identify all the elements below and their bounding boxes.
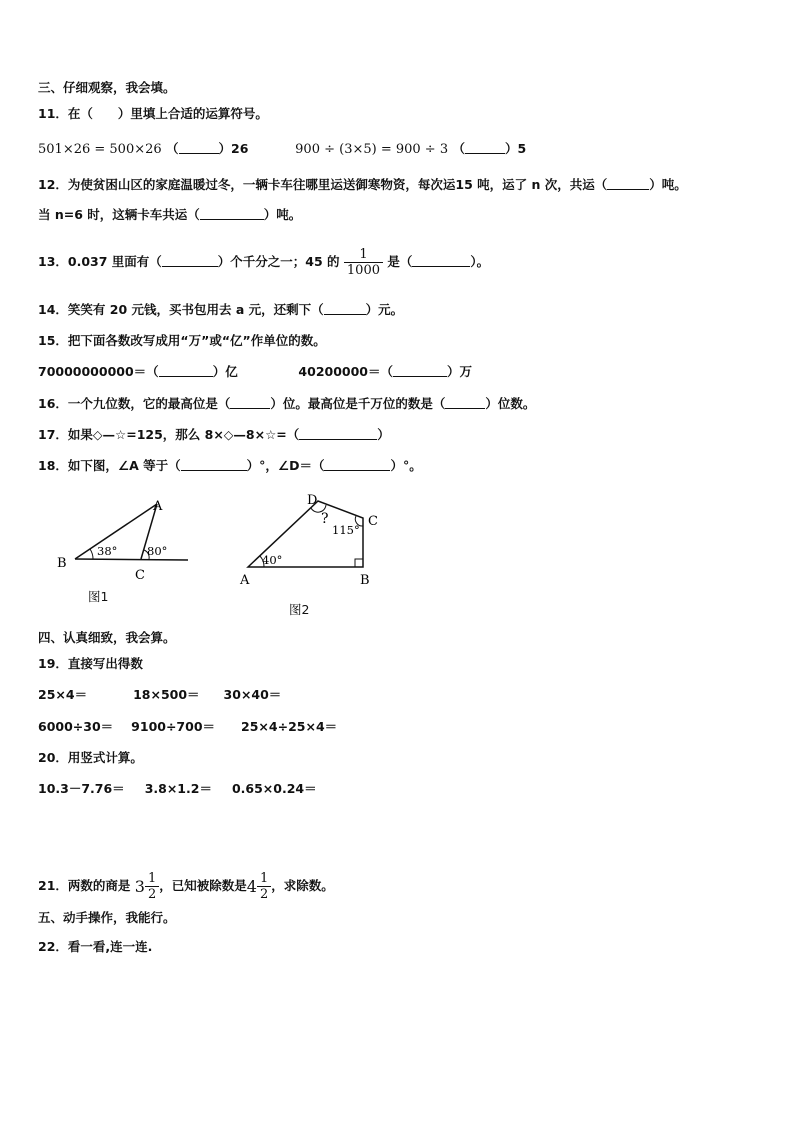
fig1-label-b: B: [57, 556, 67, 571]
fig2-right-angle-mark: [355, 559, 363, 567]
fig1-baseline: [75, 559, 188, 560]
fig1-angle-b: 38°: [97, 544, 118, 558]
fig1-angle-c: 80°: [147, 544, 168, 558]
q19-item: 18×500＝: [133, 687, 200, 702]
q15-label: 15．把下面各数改写成用“万”或“亿”作单位的数。: [38, 333, 326, 348]
q18-blank-2[interactable]: [324, 458, 390, 471]
q11-equations: 501×26 = 500×26 （ ）26 900 ÷ (3×5) = 900 ÷ 3 （ ）5: [38, 141, 527, 157]
q20-item: 10.3－7.76＝: [38, 781, 125, 796]
fig2-label-b: B: [360, 573, 370, 588]
q15-items: 70000000000＝（ ）亿 40200000＝（ ）万: [38, 364, 473, 379]
q13-blank-2[interactable]: [412, 254, 470, 267]
q19-item: 9100÷700＝: [131, 719, 216, 734]
q19-item: 25×4÷25×4＝: [241, 719, 338, 734]
q20-item: 0.65×0.24＝: [231, 781, 317, 796]
fig2-angle-c: 115°: [332, 523, 360, 537]
q19-row-2: [38, 719, 337, 735]
q13-line: 13．0.037 里面有（ ）个千分之一；45 的 $\frac{1}{1000}$ 是（ ）。: [38, 247, 490, 278]
fig1-label-a: A: [153, 499, 163, 514]
q11-label: 11．在（ ）里填上合适的运算符号。: [38, 106, 268, 121]
q20-row: [38, 781, 317, 797]
section-3-heading: 三、仔细观察，我会填。: [38, 80, 176, 95]
fig2-label-a: A: [240, 573, 250, 588]
q15-blank-2[interactable]: [393, 364, 447, 377]
q17-line: 17．如果◇—☆=125，那么 8×◇—8×☆=（ ）: [38, 427, 390, 442]
q20-label: 20．用竖式计算。: [38, 750, 143, 765]
q15-blank-1[interactable]: [159, 364, 213, 377]
section-4-heading: 四、认真细致，我会算。: [38, 630, 176, 645]
q20-item: 3.8×1.2＝: [144, 781, 212, 796]
q14-line: 14．笑笑有 20 元钱，买书包用去 a 元，还剩下（ ）元。: [38, 302, 404, 317]
q18-blank-1[interactable]: [181, 458, 247, 471]
fig1-angle-b-arc: [90, 549, 93, 559]
q17-blank[interactable]: [299, 427, 377, 440]
figure-2-quadrilateral: [238, 488, 388, 590]
q11-blank-2[interactable]: [465, 141, 505, 154]
figure-1-caption: 图1: [88, 589, 109, 604]
q11-eq2-tail: 5: [517, 141, 527, 156]
q11-blank-1[interactable]: [179, 141, 219, 154]
q11-eq1: 501×26 = 500×26: [38, 142, 162, 157]
q19-item: 30×40＝: [223, 687, 282, 702]
fig2-label-d: D: [307, 493, 318, 508]
q21-mixed-number-1: 3 $\frac{1}{2}$: [135, 866, 159, 907]
q11-eq1-tail: 26: [231, 141, 249, 156]
q14-blank[interactable]: [324, 302, 366, 315]
q13-fraction: $\frac{1}{1000}$: [344, 247, 383, 278]
q21-mixed-number-2: 4 $\frac{1}{2}$: [247, 866, 271, 907]
q22-label: 22．看一看,连一连.: [38, 939, 153, 954]
q12-line-2: 当 n=6 时，这辆卡车共运（ ）吨。: [38, 207, 302, 222]
q18-line: 18．如下图，∠A 等于（ ）°，∠D＝（ ）°。: [38, 458, 422, 473]
q12-blank-2[interactable]: [200, 207, 264, 220]
q19-item: 25×4＝: [38, 687, 88, 702]
figure-1-triangle: [55, 492, 195, 584]
fig2-angle-a: 40°: [262, 553, 283, 567]
q16-line: 16．一个九位数，它的最高位是（ ）位。最高位是千万位的数是（ ）位数。: [38, 396, 536, 411]
fig1-label-c: C: [135, 568, 145, 583]
section-5-heading: 五、动手操作，我能行。: [38, 910, 176, 925]
q12-line-1: 12．为使贫困山区的家庭温暖过冬，一辆卡车往哪里运送御寒物资，每次运15 吨，运了 n 次，共运（ ）吨。: [38, 177, 687, 192]
fig2-label-c: C: [368, 514, 378, 529]
q11-eq2: 900 ÷ (3×5) = 900 ÷ 3: [295, 142, 449, 157]
q16-blank-2[interactable]: [445, 396, 485, 409]
q19-row-1: [38, 687, 281, 703]
q12-blank-1[interactable]: [607, 177, 649, 190]
q16-blank-1[interactable]: [230, 396, 270, 409]
fig2-angle-d: ?: [321, 511, 329, 527]
q19-item: 6000÷30＝: [38, 719, 114, 734]
q21-line: 21．两数的商是 3 $\frac{1}{2}$ ，已知被除数是4 $\frac{1}{2}$ ，求除数。: [38, 866, 334, 907]
q13-blank-1[interactable]: [162, 254, 218, 267]
q19-label: 19．直接写出得数: [38, 656, 143, 671]
figure-2-caption: 图2: [289, 602, 310, 617]
